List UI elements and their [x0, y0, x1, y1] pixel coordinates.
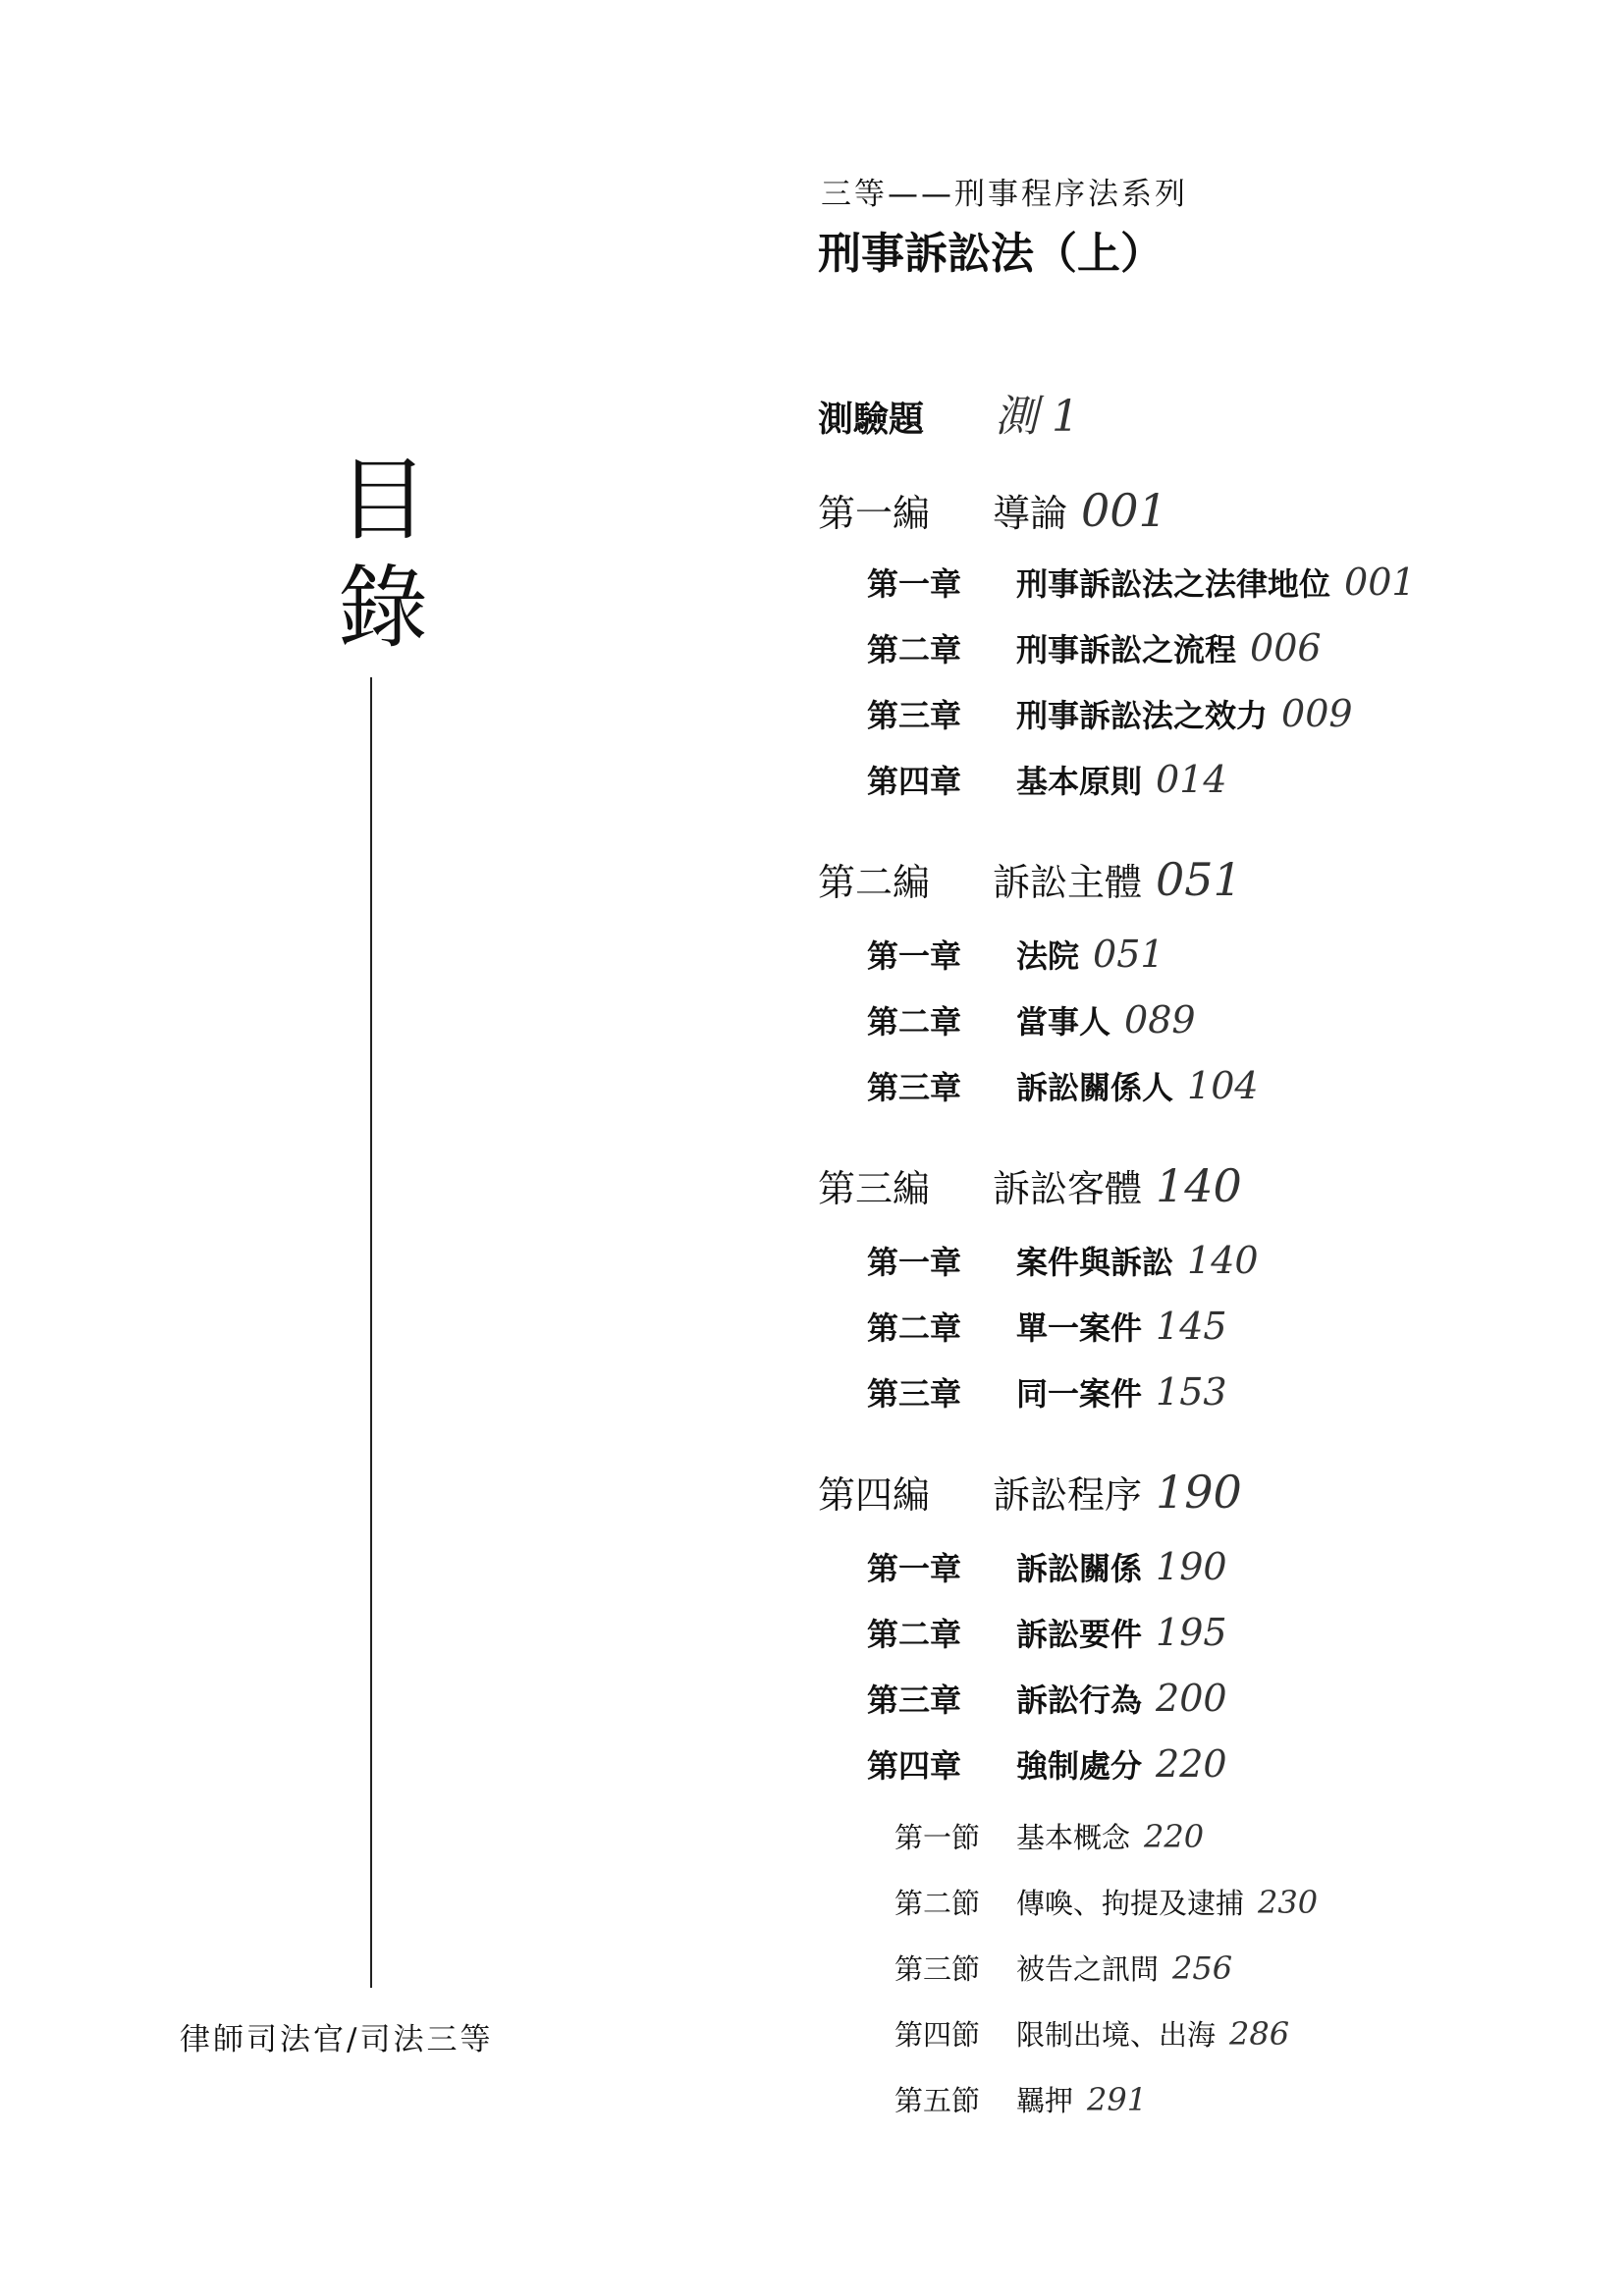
toc-entry-page: 089: [1124, 998, 1196, 1041]
toc-entry-title: 訴訟關係: [1016, 1550, 1143, 1587]
toc-entry-label: 第三章: [867, 1069, 962, 1106]
toc-entry-page: 286: [1229, 2015, 1290, 2053]
toc-entry-page: 153: [1156, 1370, 1227, 1414]
toc-entry-label: 第一章: [867, 565, 962, 603]
toc-entry-label: 第二章: [867, 1003, 962, 1041]
toc-entry-title: 傳喚、拘提及逮捕: [1016, 1887, 1245, 1920]
toc-entry-page: 104: [1187, 1064, 1259, 1107]
toc-entry-label: 第一章: [867, 1550, 962, 1587]
toc-entry-page: 009: [1281, 692, 1353, 735]
toc-entry-label: 第五節: [894, 2084, 981, 2117]
toc-chapter-entry[interactable]: [867, 757, 1227, 802]
toc-entry-title: 基本概念: [1016, 1821, 1131, 1854]
toc-entry-page: 006: [1250, 626, 1322, 669]
toc-entry-label: 第一章: [867, 1244, 962, 1281]
exam-category-label: 律師司法官/司法三等: [180, 2022, 494, 2057]
toc-part-entry[interactable]: [818, 1465, 1242, 1519]
toc-chapter-entry[interactable]: [867, 1238, 1259, 1283]
toc-chapter-entry[interactable]: [867, 1304, 1227, 1349]
toc-entry-page: 051: [1156, 853, 1242, 906]
toc-entry-title: 刑事訴訟法之效力: [1016, 697, 1269, 734]
toc-entry-page: 145: [1156, 1305, 1227, 1348]
toc-entry-title: 案件與訴訟: [1016, 1244, 1174, 1281]
toc-entry-title: 羈押: [1016, 2084, 1074, 2117]
toc-entry-label: 第二節: [894, 1887, 981, 1920]
toc-entry-page: 195: [1156, 1611, 1227, 1654]
toc-entry-title: 基本原則: [1016, 763, 1143, 800]
toc-entry-page: 測 1: [995, 392, 1079, 442]
toc-entry-label: 第三章: [867, 1375, 962, 1413]
toc-entry-label: 第四章: [867, 1747, 962, 1785]
heading-char-1: 目: [337, 448, 428, 553]
toc-chapter-entry[interactable]: [867, 1544, 1227, 1589]
toc-entry-page: 001: [1344, 561, 1416, 604]
toc-section-entry[interactable]: [894, 1816, 1204, 1856]
toc-entry-label: 第四編: [818, 1473, 931, 1517]
toc-entry-page: 140: [1187, 1239, 1259, 1282]
toc-part-entry[interactable]: [818, 852, 1242, 906]
toc-entry-page: 256: [1172, 1949, 1233, 1987]
toc-section-entry[interactable]: [894, 2079, 1147, 2119]
toc-entry-label: 第三節: [894, 1952, 981, 1986]
toc-entry-label: 第四章: [867, 763, 962, 800]
toc-entry-title: 被告之訊問: [1016, 1952, 1160, 1986]
toc-chapter-entry[interactable]: [867, 1610, 1227, 1655]
toc-entry-page: 051: [1093, 933, 1164, 976]
toc-entry-page: 220: [1156, 1742, 1227, 1786]
toc-chapter-entry[interactable]: [867, 1369, 1227, 1415]
toc-entry-label: 第二章: [867, 631, 962, 668]
toc-entry-page: 190: [1156, 1545, 1227, 1588]
toc-entry-page: 200: [1156, 1677, 1227, 1720]
toc-entry-label: 第二章: [867, 1309, 962, 1347]
heading-char-2: 錄: [337, 556, 428, 661]
toc-entry-title: 訴訟關係人: [1016, 1069, 1174, 1106]
toc-entry-page: 220: [1144, 1818, 1205, 1855]
toc-chapter-entry[interactable]: [867, 1741, 1227, 1787]
toc-entry-title: 當事人: [1016, 1003, 1111, 1041]
toc-section-entry[interactable]: [894, 1882, 1318, 1922]
toc-entry-label: 第三編: [818, 1167, 931, 1210]
toc-chapter-entry[interactable]: [867, 1063, 1259, 1108]
toc-section-entry[interactable]: [894, 2013, 1289, 2054]
toc-entry-label: 第一章: [867, 937, 962, 975]
toc-entry-title: 訴訟要件: [1016, 1616, 1143, 1653]
toc-chapter-entry[interactable]: [867, 691, 1353, 736]
toc-entry-label: 測驗題: [818, 399, 925, 440]
toc-entry-page: 230: [1258, 1884, 1319, 1921]
toc-part-entry[interactable]: [818, 483, 1167, 537]
toc-entry-label: 第三章: [867, 697, 962, 734]
toc-entry-title: 導論: [993, 492, 1068, 535]
toc-chapter-entry[interactable]: [867, 625, 1322, 670]
toc-chapter-entry[interactable]: [867, 997, 1196, 1042]
book-title: 刑事訴訟法（上）: [818, 229, 1164, 279]
toc-entry-label: 第四節: [894, 2018, 981, 2052]
toc-entry-label: 第二章: [867, 1616, 962, 1653]
toc-part-entry[interactable]: [818, 1158, 1242, 1212]
toc-entry-title: 刑事訴訟法之法律地位: [1016, 565, 1331, 603]
toc-entry-label: 第一節: [894, 1821, 981, 1854]
toc-entry-title: 同一案件: [1016, 1375, 1143, 1413]
toc-entry-page: 001: [1081, 484, 1167, 537]
toc-quiz-entry[interactable]: [818, 381, 1079, 444]
series-title: 三等——刑事程序法系列: [821, 177, 1188, 212]
toc-entry-page: 190: [1156, 1466, 1242, 1519]
toc-entry-page: 140: [1156, 1159, 1242, 1212]
toc-entry-page: 014: [1156, 758, 1227, 801]
toc-entry-title: 訴訟行為: [1016, 1682, 1143, 1719]
toc-entry-title: 訴訟客體: [993, 1167, 1143, 1210]
toc-chapter-entry[interactable]: [867, 932, 1164, 977]
toc-chapter-entry[interactable]: [867, 1676, 1227, 1721]
toc-entry-title: 限制出境、出海: [1016, 2018, 1217, 2052]
toc-chapter-entry[interactable]: [867, 560, 1416, 605]
toc-entry-label: 第一編: [818, 492, 931, 535]
toc-entry-title: 強制處分: [1016, 1747, 1143, 1785]
toc-entry-title: 單一案件: [1016, 1309, 1143, 1347]
toc-entry-title: 訴訟程序: [993, 1473, 1143, 1517]
toc-entry-page: 291: [1087, 2081, 1148, 2118]
toc-entry-title: 刑事訴訟之流程: [1016, 631, 1237, 668]
toc-section-entry[interactable]: [894, 1948, 1232, 1988]
toc-entry-label: 第二編: [818, 861, 931, 904]
toc-entry-title: 訴訟主體: [993, 861, 1143, 904]
toc-entry-label: 第三章: [867, 1682, 962, 1719]
toc-entry-title: 法院: [1016, 937, 1080, 975]
